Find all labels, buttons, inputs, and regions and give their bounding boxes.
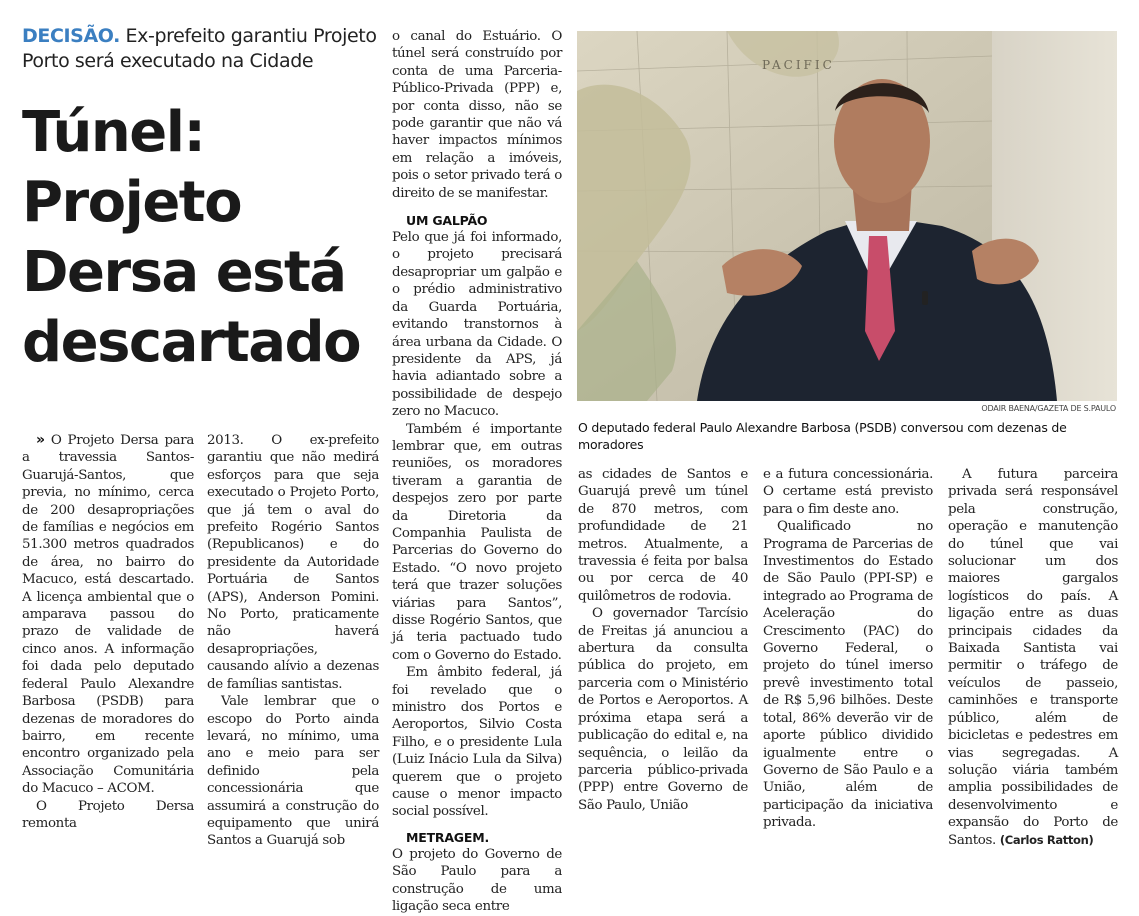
column-middle (392, 28, 562, 916)
paragraph-text: O Projeto Dersa para a travessia Santos-Guarujá-Santos, que previa, no mínimo, cerca de 200 desapropriações de famílias e negócios em 51.300 metros quadrados de área, no bairro do Macuco, está descartado. A licença ambiental que o amparava passou do prazo de validade de cinco anos. A informação foi dada pelo deputado federal Paulo Alexandre Barbosa (PSDB) para dezenas de moradores do bairro, em recente encontro organizado pela Associação Comunitária do Macuco – ACOM. (22, 433, 194, 797)
paragraph: Também é importante lembrar que, em outras reuniões, os moradores tiveram a garantia de despejos zero por parte da Diretoria da Companhia Paulista de Parcerias do Governo do Estado. “O novo projeto terá que trazer soluções viárias para Santos”, disse Rogério Santos, que já teria pactuado tudo com o Governo do Estado. (392, 421, 562, 663)
paragraph: Vale lembrar que o escopo do Porto ainda levará, no mínimo, uma ano e meio para ser definido pela concessionária que assumirá a construção do equipamento que unirá Santos a Guarujá sob (207, 694, 379, 849)
kicker-tag: DECISÃO. (22, 25, 120, 47)
photo-deputy (577, 31, 1117, 401)
headline-line-4: descartado (22, 310, 361, 375)
paragraph: O Projeto Dersa remonta (22, 798, 194, 831)
kicker (22, 24, 377, 74)
headline-line-3: Dersa está (22, 240, 346, 305)
paragraph-text: A futura parceira privada será responsável pela construção, operação e manutenção do túnel que vai solucionar um dos maiores gargalos logísticos do país. A ligação entre as duas principais cidades da Baixada Santista vai permitir o tráfego de veículos de passeio, caminhões e transporte público, além de bicicletas e pedestres em vias segregadas. A solução viária também amplia possibilidades de desenvolvimento e expansão do Porto de Santos. (948, 467, 1118, 848)
subheading-galpao: UM GALPÃO (406, 213, 488, 229)
column-2 (207, 432, 379, 850)
photo-caption: O deputado federal Paulo Alexandre Barbosa (PSDB) conversou com dezenas de moradores (578, 420, 1067, 452)
headline-line-2: Projeto (22, 170, 242, 235)
paragraph-lead (22, 432, 194, 798)
paragraph: o canal do Estuário. O túnel será construído por conta de uma Parceria-Público-Privada (PPP) e, por conta disso, não se pode garantir que não vá haver impactos mínimos em relação a imóveis, pois o setor privado terá o direito de se manifestar. (392, 29, 562, 201)
photo-illustration (577, 31, 1117, 401)
paragraph: Em âmbito federal, já foi revelado que o ministro dos Portos e Aeroportos, Silvio Costa Filho, e o presidente Lula (Luiz Inácio Lula da Silva) querem que o projeto cause o menor impacto social possível. (392, 665, 562, 820)
subheading-metragem: METRAGEM. (406, 829, 489, 845)
column-1 (22, 432, 194, 832)
headline-line-1: Túnel: (22, 100, 205, 165)
column-6 (948, 466, 1118, 849)
photo-credit: ODAIR BAENA/GAZETA DE S.PAULO (981, 404, 1116, 413)
paragraph: e a futura concessionária. O certame está previsto para o fim deste ano. (763, 467, 933, 517)
paragraph-final (948, 466, 1118, 849)
paragraph: as cidades de Santos e Guarujá prevê um túnel de 870 metros, com profundidade de 21 metros. Atualmente, a travessia é feita por balsa ou por cerca de 40 quilômetros de rodovia. (578, 467, 748, 604)
map-label: PACIFIC (762, 58, 835, 72)
paragraph: Qualificado no Programa de Parcerias de Investimentos do Estado de São Paulo (PPI-SP) e integrado ao Programa de Aceleração do Crescimento (PAC) do Governo Federal, o projeto do túnel imerso prevê investimento total de R$ 5,96 bilhões. Deste total, 86% deverão vir de aporte público dividido igualmente entre o Governo de São Paulo e a União, além de participação da iniciativa privada. (763, 519, 933, 831)
paragraph: O governador Tarcísio de Freitas já anunciou a abertura da consulta pública do projeto, em parceria com o Ministério de Portos e Aeroportos. A próxima etapa será a publicação do edital e, na sequência, o leilão da parceria público-privada (PPP) entre Governo de São Paulo, União (578, 606, 748, 813)
author-signature: (Carlos Ratton) (999, 832, 1094, 847)
paragraph: Pelo que já foi informado, o projeto precisará desapropriar um galpão e o prédio administrativo da Guarda Portuária, evitando transtornos à área urbana da Cidade. O presidente da APS, já havia adiantado sobre a possibilidade de despejo zero no Macuco. (392, 230, 562, 420)
chevron-right-icon: » (36, 432, 45, 448)
column-5 (763, 466, 933, 832)
paragraph: 2013. O ex-prefeito garantiu que não medirá esforços para que seja executado o Projeto Porto, que já tem o aval do prefeito Rogério Santos (Republicanos) e do presidente da Autoridade Portuária de Santos (APS), Anderson Pomini. No Porto, praticamente não haverá desapropriações, causando alívio a dezenas de famílias santistas. (207, 433, 379, 692)
paragraph: O projeto do Governo de São Paulo para a construção de uma ligação seca entre (392, 846, 562, 915)
column-4 (578, 466, 748, 814)
kicker-text: Ex-prefeito garantiu Projeto Porto será executado na Cidade (22, 25, 377, 72)
headline (22, 98, 392, 378)
